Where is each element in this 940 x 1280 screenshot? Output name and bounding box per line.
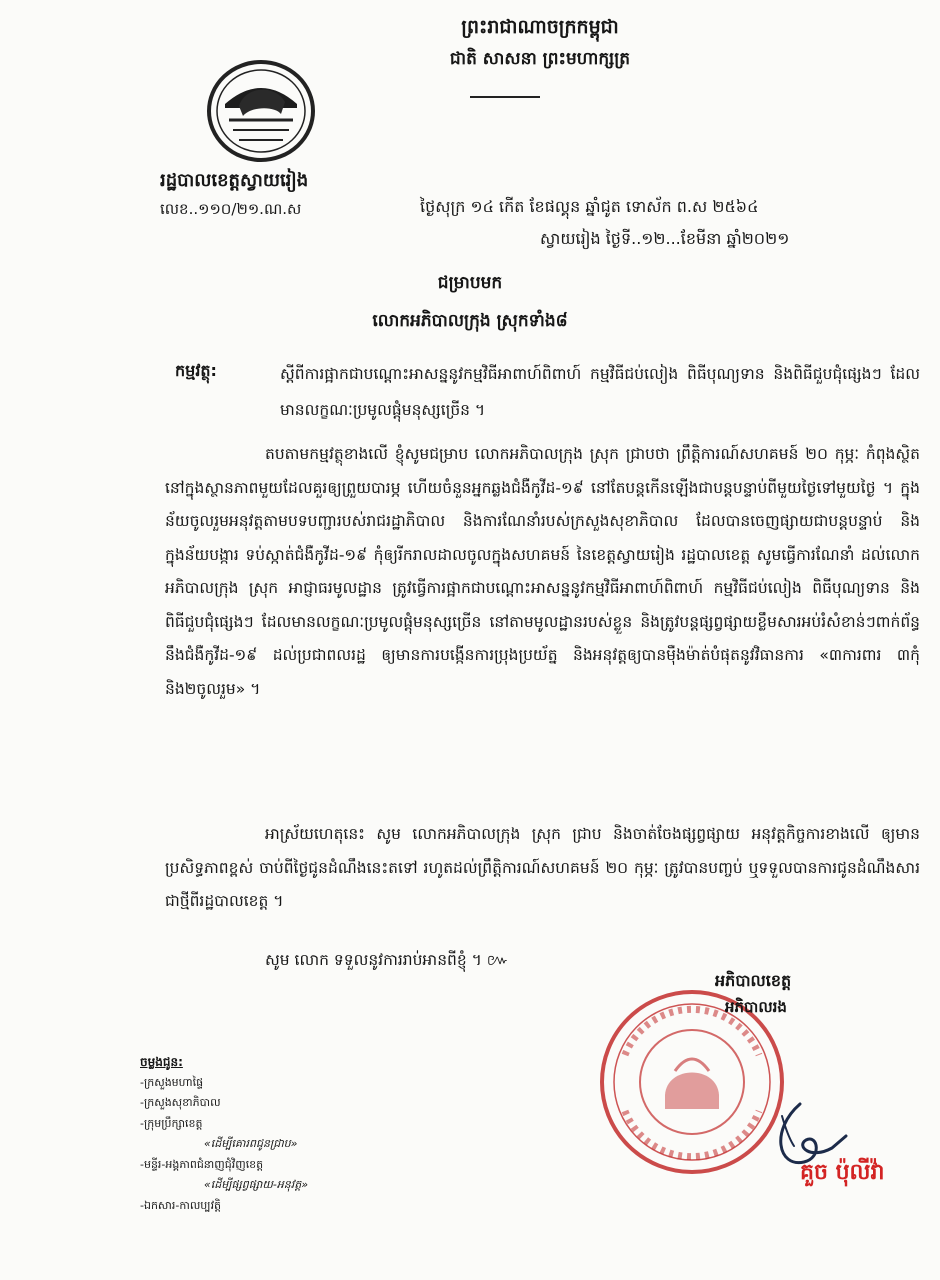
- subject-label: កម្មវត្ថុ:: [175, 361, 217, 380]
- kingdom-title: ព្រះរាជាណាចក្រកម្ពុជា: [461, 16, 619, 38]
- list-item: -ក្រសួងមហាផ្ទៃ: [140, 1075, 204, 1089]
- list-item: -ឯកសារ-កាលប្បវត្តិ: [140, 1198, 222, 1212]
- list-item: -ក្រសួងសុខាភិបាល: [140, 1096, 221, 1109]
- issuing-office: រដ្ឋបាលខេត្តស្វាយរៀង: [160, 170, 309, 191]
- body-paragraph-2: អាស្រ័យហេតុនេះ សូម លោកអភិបាលក្រុង ស្រុក ជ្រាប និងចាត់ចែងផ្សព្វផ្សាយ អនុវត្តកិច្ចការខាងលើ ឲ្យមានប្រសិទ្ធភាពខ្ពស់ ចាប់ពីថ្ងៃជូនដំណឹងនេះតទៅ រហូតដល់ព្រឹត្តិការណ៍សហគមន៍ ២០ កុម្ភៈ ត្រូវបានបញ្ចប់ ឬទទួលបានការជូនដំណឹងសារជាថ្មីពីរដ្ឋបាលខេត្ត ។: [165, 825, 920, 910]
- national-motto: ជាតិ សាសនា ព្រះមហាក្សត្រ: [449, 49, 631, 69]
- signer-title: អភិបាលខេត្ត: [715, 971, 792, 990]
- provincial-emblem-icon: [205, 58, 317, 164]
- reference-number: លេខ..១១០/២១.ណ.ស: [160, 200, 302, 218]
- lunar-date: ថ្ងៃសុក្រ ១៤ កើត ខែផល្គុន ឆ្នាំជូត ទោស័ក ព.ស ២៥៦៤: [420, 197, 759, 216]
- header-divider: [470, 96, 540, 98]
- salutation: ជម្រាបមក: [437, 273, 503, 293]
- copies-list: [140, 1052, 400, 1216]
- list-item: -មន្ទីរ-អង្គភាពជំនាញជុំវិញខេត្ត: [140, 1157, 264, 1171]
- list-item: «ដើម្បីគោរពជូនជ្រាប»: [204, 1137, 298, 1150]
- recipient: លោកអភិបាលក្រុង ស្រុកទាំង៨: [372, 311, 568, 331]
- subject-text: ស្តីពីការផ្អាកជាបណ្តោះអាសន្ននូវកម្មវិធីអាពាហ៍ពិពាហ៍ កម្មវិធីជប់លៀង ពិធីបុណ្យទាន និងពិធីជួបជុំផ្សេងៗ ដែលមានលក្ខណៈប្រមូលផ្តុំមនុស្សច្រើន ។: [280, 365, 920, 419]
- solar-date: ស្វាយរៀង ថ្ងៃទី..១២...ខែមីនា ឆ្នាំ២០២១: [540, 229, 790, 248]
- closing-line: សូម លោក ទទួលនូវការរាប់អានពីខ្ញុំ ។ ៚: [265, 951, 509, 969]
- list-item: «ដើម្បីផ្សព្វផ្សាយ-អនុវត្ត»: [204, 1178, 309, 1191]
- list-item: -ក្រុមប្រឹក្សាខេត្ត: [140, 1116, 203, 1130]
- body-paragraph-1: តបតាមកម្មវត្ថុខាងលើ ខ្ញុំសូមជម្រាប លោកអភិបាលក្រុង ស្រុក ជ្រាបថា ព្រឹត្តិការណ៍សហគមន៍ ២០ កុម្ភៈ កំពុងស្ថិតនៅក្នុងស្ថានភាពមួយដែលគួរឲ្យព្រួយបារម្ភ ហើយចំនួនអ្នកឆ្លងជំងឺកូវីដ-១៩ នៅតែបន្តកើនឡើងជាបន្តបន្ទាប់ពីមួយថ្ងៃទៅមួយថ្ងៃ ។ ក្នុងន័យចូលរួមអនុវត្តតាមបទបញ្ជារបស់រាជរដ្ឋាភិបាល និងការណែនាំរបស់ក្រសួងសុខាភិបាល ដែលបានចេញផ្សាយជាបន្តបន្ទាប់ និងក្នុងន័យបង្ការ ទប់ស្កាត់ជំងឺកូវីដ-១៩ កុំឲ្យរីករាលដាលចូលក្នុងសហគមន៍ នៃខេត្តស្វាយរៀង រដ្ឋបាលខេត្ត សូមធ្វើការណែនាំ ដល់លោកអភិបាលក្រុង ស្រុក អាជ្ញាធរមូលដ្ឋាន ត្រូវធ្វើការផ្អាកជាបណ្តោះអាសន្ននូវកម្មវិធីអាពាហ៍ពិពាហ៍ កម្មវិធីជប់លៀង ពិធីបុណ្យទាន និងពិធីជួបជុំផ្សេងៗ ដែលមានលក្ខណៈប្រមូលផ្តុំមនុស្សច្រើន នៅតាមមូលដ្ឋានរបស់ខ្លួន និងត្រូវបន្តផ្សព្វផ្សាយខ្លឹមសារអប់រំសំខាន់ៗពាក់ព័ន្ធនឹងជំងឺកូវីដ-១៩ ដល់ប្រជាពលរដ្ឋ ឲ្យមានការបង្កើនការប្រុងប្រយ័ត្ន និងអនុវត្តឲ្យបានម៉ឺងម៉ាត់បំផុតនូវវិធានការ «៣ការពារ ៣កុំ និង២ចូលរួម» ។: [165, 445, 920, 698]
- copies-title: ចម្លងជូន:: [140, 1055, 183, 1069]
- signer-name: គួច ប៉ុលីវ៉ា: [800, 1160, 885, 1185]
- signer-position: អភិបាលរង: [725, 998, 787, 1016]
